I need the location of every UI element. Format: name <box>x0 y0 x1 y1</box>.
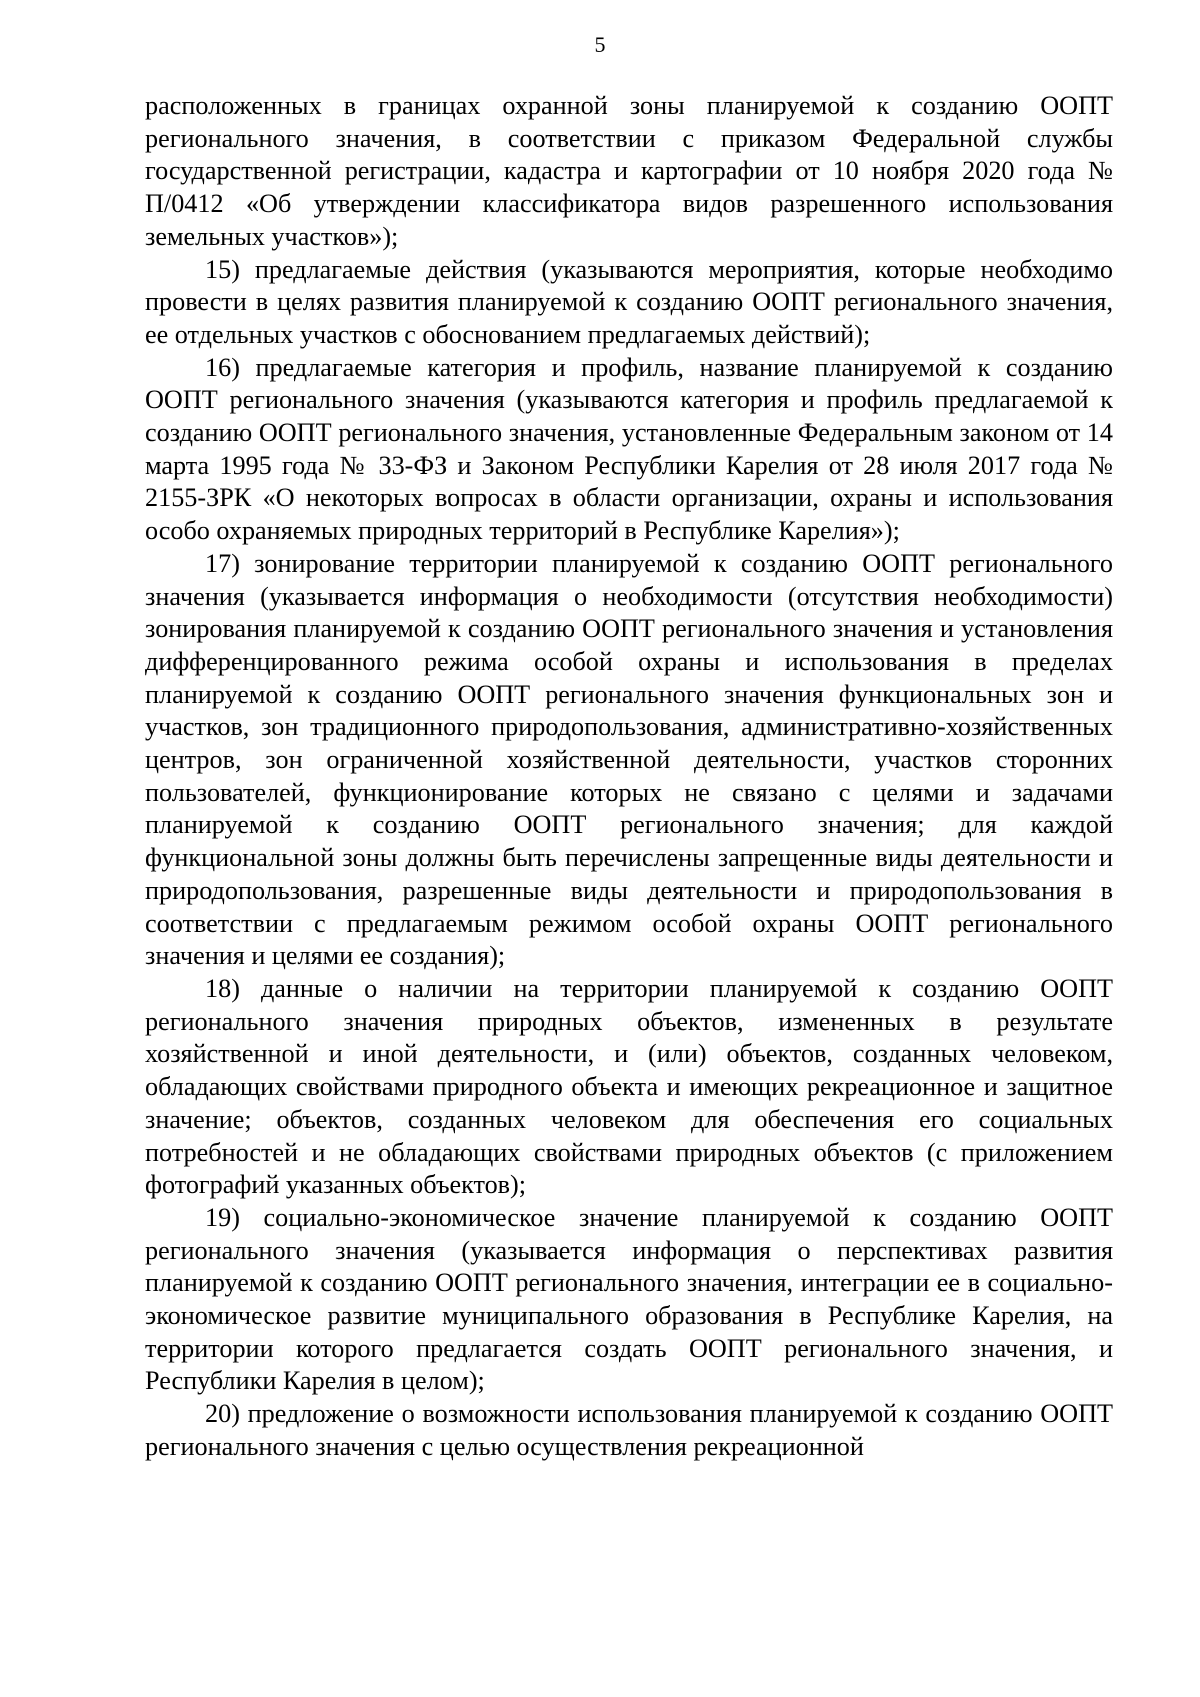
paragraph-continuation-14: расположенных в границах охранной зоны планируемой к созданию ООПТ регионального значения, в соответствии с приказом Федеральной службы государственной регистрации, кадастра и картографии от 10 ноября 2020 года № П/0412 «Об утверждении классификатора видов разрешенного использования земельных участков»); <box>145 91 1113 251</box>
paragraph-item-17: 17) зонирование территории планируемой к созданию ООПТ регионального значения (указывается информация о необходимости (отсутствия необходимости) зонирования планируемой к созданию ООПТ регионального значения и установления дифференцированного режима особой охраны и использования в пределах планируемой к созданию ООПТ регионального значения функциональных зон и участков, зон традиционного природопользования, административно-хозяйственных центров, зон ограниченной хозяйственной деятельности, участков сторонних пользователей, функционирование которых не связано с целями и задачами планируемой к созданию ООПТ регионального значения; для каждой функциональной зоны должны быть перечислены запрещенные виды деятельности и природопользования, разрешенные виды деятельности и природопользования в соответствии с предлагаемым режимом особой охраны ООПТ регионального значения и целями ее создания); <box>145 548 1113 971</box>
paragraph-item-19: 19) социально-экономическое значение планируемой к созданию ООПТ регионального значения (указывается информация о перспективах развития планируемой к созданию ООПТ регионального значения, интеграции ее в социально-экономическое развитие муниципального образования в Республике Карелия, на территории которого предлагается создать ООПТ регионального значения, и Республики Карелия в целом); <box>145 1202 1113 1396</box>
document-body <box>145 90 1113 1464</box>
page-number: 5 <box>594 32 606 57</box>
paragraph-item-18: 18) данные о наличии на территории планируемой к созданию ООПТ регионального значения природных объектов, измененных в результате хозяйственной и иной деятельности, и (или) объектов, созданных человеком, обладающих свойствами природного объекта и имеющих рекреационное и защитное значение; объектов, созданных человеком для обеспечения его социальных потребностей и не обладающих свойствами природных объектов (с приложением фотографий указанных объектов); <box>145 973 1113 1200</box>
paragraph-item-16: 16) предлагаемые категория и профиль, название планируемой к созданию ООПТ регионального значения (указываются категория и профиль предлагаемой к созданию ООПТ регионального значения, установленные Федеральным законом от 14 марта 1995 года № 33-ФЗ и Законом Республики Карелия от 28 июля 2017 года № 2155-ЗРК «О некоторых вопросах в области организации, охраны и использования особо охраняемых природных территорий в Республике Карелия»); <box>145 352 1113 546</box>
paragraph-item-20: 20) предложение о возможности использования планируемой к созданию ООПТ регионального значения с целью осуществления рекреационной <box>145 1399 1113 1461</box>
paragraph-item-15: 15) предлагаемые действия (указываются мероприятия, которые необходимо провести в целях развития планируемой к созданию ООПТ регионального значения, ее отдельных участков с обоснованием предлагаемых действий); <box>145 254 1113 349</box>
